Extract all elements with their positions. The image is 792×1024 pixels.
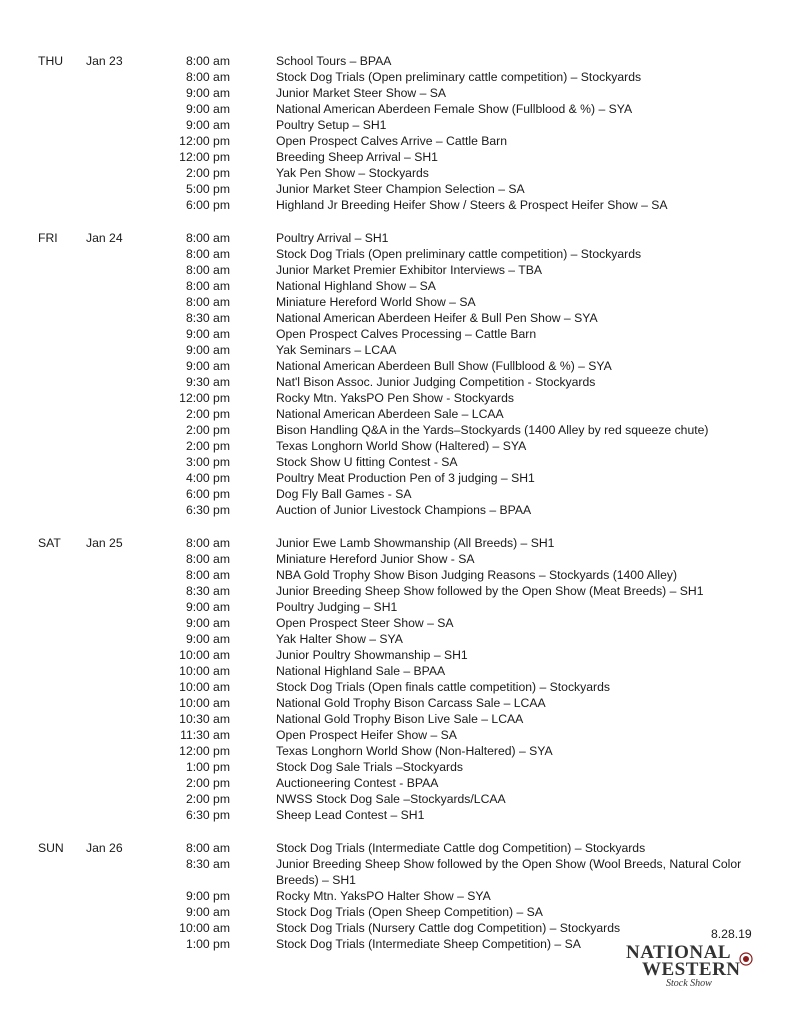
schedule-row <box>0 246 792 262</box>
schedule-row <box>0 406 792 422</box>
event-time: 10:00 am <box>179 680 230 694</box>
event-time: 12:00 pm <box>179 391 230 405</box>
schedule-row <box>0 470 792 486</box>
event-title: National American Aberdeen Bull Show (Fullblood & %) – SYA <box>276 359 612 373</box>
event-time: 6:30 pm <box>185 808 230 822</box>
event-time: 8:00 am <box>185 54 230 68</box>
event-title: Stock Dog Trials (Open preliminary cattle competition) – Stockyards <box>276 247 642 261</box>
event-title: Highland Jr Breeding Heifer Show / Steers & Prospect Heifer Show – SA <box>276 198 668 212</box>
event-title: Stock Dog Trials (Open finals cattle competition) – Stockyards <box>276 680 610 694</box>
event-title: Dog Fly Ball Games - SA <box>276 487 412 501</box>
event-title: Miniature Hereford Junior Show - SA <box>276 552 475 566</box>
schedule-row <box>0 390 792 406</box>
event-time: 8:00 am <box>185 295 230 309</box>
event-time: 3:00 pm <box>185 455 230 469</box>
schedule-row <box>0 101 792 117</box>
schedule-row <box>0 197 792 213</box>
day-of-week: SAT <box>38 536 61 550</box>
schedule-row <box>0 840 792 856</box>
event-title: National Highland Show – SA <box>276 279 436 293</box>
event-time: 2:00 pm <box>185 776 230 790</box>
schedule-row <box>0 535 792 551</box>
event-time: 8:00 am <box>185 247 230 261</box>
event-title: Nat'l Bison Assoc. Junior Judging Competition - Stockyards <box>276 375 596 389</box>
day-date: Jan 26 <box>86 841 123 855</box>
event-title: Junior Ewe Lamb Showmanship (All Breeds) – SH1 <box>276 536 555 550</box>
logo-badge-icon <box>739 952 753 966</box>
event-time: 8:30 am <box>185 857 230 871</box>
national-western-logo <box>626 942 756 994</box>
event-title: Open Prospect Heifer Show – SA <box>276 728 457 742</box>
event-title: Miniature Hereford World Show – SA <box>276 295 476 309</box>
event-title: National Gold Trophy Bison Carcass Sale – LCAA <box>276 696 546 710</box>
event-title: Poultry Judging – SH1 <box>276 600 398 614</box>
event-time: 10:30 am <box>179 712 230 726</box>
event-time: 9:00 am <box>185 102 230 116</box>
event-title: Rocky Mtn. YaksPO Halter Show – SYA <box>276 889 491 903</box>
event-title: Yak Seminars – LCAA <box>276 343 397 357</box>
schedule-row <box>0 85 792 101</box>
schedule-row <box>0 647 792 663</box>
schedule-row <box>0 920 792 936</box>
event-time: 9:00 am <box>185 905 230 919</box>
event-title: Sheep Lead Contest – SH1 <box>276 808 425 822</box>
event-title: Breeding Sheep Arrival – SH1 <box>276 150 438 164</box>
event-title: Stock Dog Trials (Intermediate Sheep Competition) – SA <box>276 937 581 951</box>
logo-text-line1: NATIONAL <box>626 942 731 963</box>
event-time: 2:00 pm <box>185 423 230 437</box>
schedule-row <box>0 502 792 518</box>
day-of-week: THU <box>38 54 64 68</box>
event-title: Bison Handling Q&A in the Yards–Stockyards (1400 Alley by red squeeze chute) <box>276 423 709 437</box>
day-date: Jan 24 <box>86 231 123 245</box>
schedule-row <box>0 310 792 326</box>
event-time: 9:00 pm <box>185 889 230 903</box>
event-time: 9:00 am <box>185 343 230 357</box>
event-title: Auction of Junior Livestock Champions – BPAA <box>276 503 532 517</box>
event-title: Junior Breeding Sheep Show followed by the Open Show (Meat Breeds) – SH1 <box>276 584 704 598</box>
schedule-row <box>0 278 792 294</box>
day-of-week: FRI <box>38 231 58 245</box>
event-title: School Tours – BPAA <box>276 54 392 68</box>
schedule-row <box>0 149 792 165</box>
event-time: 9:00 am <box>185 600 230 614</box>
schedule-row <box>0 342 792 358</box>
schedule-row <box>0 888 792 904</box>
event-time: 9:00 am <box>185 86 230 100</box>
schedule-row <box>0 262 792 278</box>
event-title: Junior Poultry Showmanship – SH1 <box>276 648 468 662</box>
schedule-row <box>0 438 792 454</box>
event-title: Junior Market Steer Show – SA <box>276 86 447 100</box>
event-title: NWSS Stock Dog Sale –Stockyards/LCAA <box>276 792 506 806</box>
schedule-row <box>0 679 792 695</box>
event-title: Stock Dog Trials (Intermediate Cattle dog Competition) – Stockyards <box>276 841 646 855</box>
schedule-row <box>0 326 792 342</box>
event-time: 1:00 pm <box>185 760 230 774</box>
event-title: Auctioneering Contest - BPAA <box>276 776 439 790</box>
event-time: 8:00 am <box>185 231 230 245</box>
event-time: 6:30 pm <box>185 503 230 517</box>
event-title: Open Prospect Calves Arrive – Cattle Barn <box>276 134 507 148</box>
schedule-row <box>0 181 792 197</box>
day-block-fri <box>0 230 792 518</box>
event-title: Rocky Mtn. YaksPO Pen Show - Stockyards <box>276 391 514 405</box>
event-title: Texas Longhorn World Show (Haltered) – SYA <box>276 439 527 453</box>
event-time: 10:00 am <box>179 696 230 710</box>
schedule-row <box>0 358 792 374</box>
day-of-week: SUN <box>38 841 64 855</box>
event-title: Stock Dog Sale Trials –Stockyards <box>276 760 463 774</box>
schedule-row <box>0 743 792 759</box>
event-title: Yak Halter Show – SYA <box>276 632 403 646</box>
schedule-row <box>0 567 792 583</box>
event-title: Open Prospect Steer Show – SA <box>276 616 454 630</box>
schedule-row <box>0 775 792 791</box>
event-time: 8:00 am <box>185 552 230 566</box>
schedule-row <box>0 374 792 390</box>
logo-text-line3: Stock Show <box>666 978 712 989</box>
event-time: 12:00 pm <box>179 150 230 164</box>
event-time: 2:00 pm <box>185 792 230 806</box>
schedule-row <box>0 615 792 631</box>
event-title: Stock Dog Trials (Open Sheep Competition) – SA <box>276 905 543 919</box>
schedule-row <box>0 53 792 69</box>
day-block-sat <box>0 535 792 823</box>
schedule-row <box>0 422 792 438</box>
schedule-row <box>0 117 792 133</box>
day-block-thu <box>0 53 792 213</box>
event-title: Junior Market Steer Champion Selection – SA <box>276 182 525 196</box>
version-date: 8.28.19 <box>711 927 752 941</box>
event-time: 8:00 am <box>185 536 230 550</box>
event-time: 8:00 am <box>185 568 230 582</box>
event-title: National American Aberdeen Heifer & Bull Pen Show – SYA <box>276 311 598 325</box>
event-time: 12:00 pm <box>179 744 230 758</box>
event-time: 4:00 pm <box>185 471 230 485</box>
event-title: National American Aberdeen Female Show (Fullblood & %) – SYA <box>276 102 633 116</box>
event-time: 12:00 pm <box>179 134 230 148</box>
schedule-row <box>0 695 792 711</box>
event-title: Texas Longhorn World Show (Non-Haltered) – SYA <box>276 744 553 758</box>
event-time: 10:00 am <box>179 664 230 678</box>
event-time: 6:00 pm <box>185 487 230 501</box>
schedule-row <box>0 856 792 888</box>
schedule-row <box>0 727 792 743</box>
event-time: 2:00 pm <box>185 407 230 421</box>
event-time: 8:30 am <box>185 584 230 598</box>
event-time: 2:00 pm <box>185 439 230 453</box>
schedule-row <box>0 807 792 823</box>
event-title: Junior Market Premier Exhibitor Interviews – TBA <box>276 263 542 277</box>
event-title: NBA Gold Trophy Show Bison Judging Reasons – Stockyards (1400 Alley) <box>276 568 678 582</box>
schedule-row <box>0 904 792 920</box>
schedule-row <box>0 791 792 807</box>
event-time: 8:30 am <box>185 311 230 325</box>
event-title: National American Aberdeen Sale – LCAA <box>276 407 504 421</box>
schedule-row <box>0 631 792 647</box>
schedule-row <box>0 69 792 85</box>
schedule-row <box>0 454 792 470</box>
event-time: 9:00 am <box>185 327 230 341</box>
event-time: 1:00 pm <box>185 937 230 951</box>
schedule-row <box>0 294 792 310</box>
schedule-row <box>0 133 792 149</box>
day-date: Jan 23 <box>86 54 123 68</box>
event-title: Poultry Setup – SH1 <box>276 118 387 132</box>
schedule-row <box>0 165 792 181</box>
event-time: 5:00 pm <box>185 182 230 196</box>
event-time: 8:00 am <box>185 841 230 855</box>
event-time: 9:00 am <box>185 632 230 646</box>
event-time: 8:00 am <box>185 70 230 84</box>
event-title: National Gold Trophy Bison Live Sale – LCAA <box>276 712 524 726</box>
schedule <box>0 53 792 969</box>
event-time: 10:00 am <box>179 921 230 935</box>
event-title: Stock Dog Trials (Nursery Cattle dog Competition) – Stockyards <box>276 921 621 935</box>
schedule-row <box>0 583 792 599</box>
schedule-row <box>0 551 792 567</box>
day-block-sun <box>0 840 792 952</box>
event-time: 8:00 am <box>185 279 230 293</box>
event-time: 9:30 am <box>185 375 230 389</box>
logo-text-line2: WESTERN <box>642 959 741 980</box>
day-date: Jan 25 <box>86 536 123 550</box>
event-title: Stock Show U fitting Contest - SA <box>276 455 458 469</box>
event-title: Poultry Arrival – SH1 <box>276 231 389 245</box>
event-time: 9:00 am <box>185 359 230 373</box>
event-time: 11:30 am <box>180 728 230 742</box>
schedule-row <box>0 759 792 775</box>
event-title: National Highland Sale – BPAA <box>276 664 446 678</box>
schedule-row <box>0 711 792 727</box>
event-title: Junior Breeding Sheep Show followed by the Open Show (Wool Breeds, Natural Color Breeds) – SH1 <box>276 857 742 887</box>
event-time: 2:00 pm <box>185 166 230 180</box>
schedule-row <box>0 599 792 615</box>
event-title: Yak Pen Show – Stockyards <box>276 166 429 180</box>
event-title: Poultry Meat Production Pen of 3 judging – SH1 <box>276 471 535 485</box>
event-title: Stock Dog Trials (Open preliminary cattle competition) – Stockyards <box>276 70 642 84</box>
schedule-row <box>0 230 792 246</box>
event-time: 9:00 am <box>185 616 230 630</box>
schedule-row <box>0 486 792 502</box>
event-time: 10:00 am <box>179 648 230 662</box>
event-time: 9:00 am <box>185 118 230 132</box>
event-time: 6:00 pm <box>185 198 230 212</box>
schedule-row <box>0 663 792 679</box>
event-time: 8:00 am <box>185 263 230 277</box>
event-title: Open Prospect Calves Processing – Cattle Barn <box>276 327 537 341</box>
